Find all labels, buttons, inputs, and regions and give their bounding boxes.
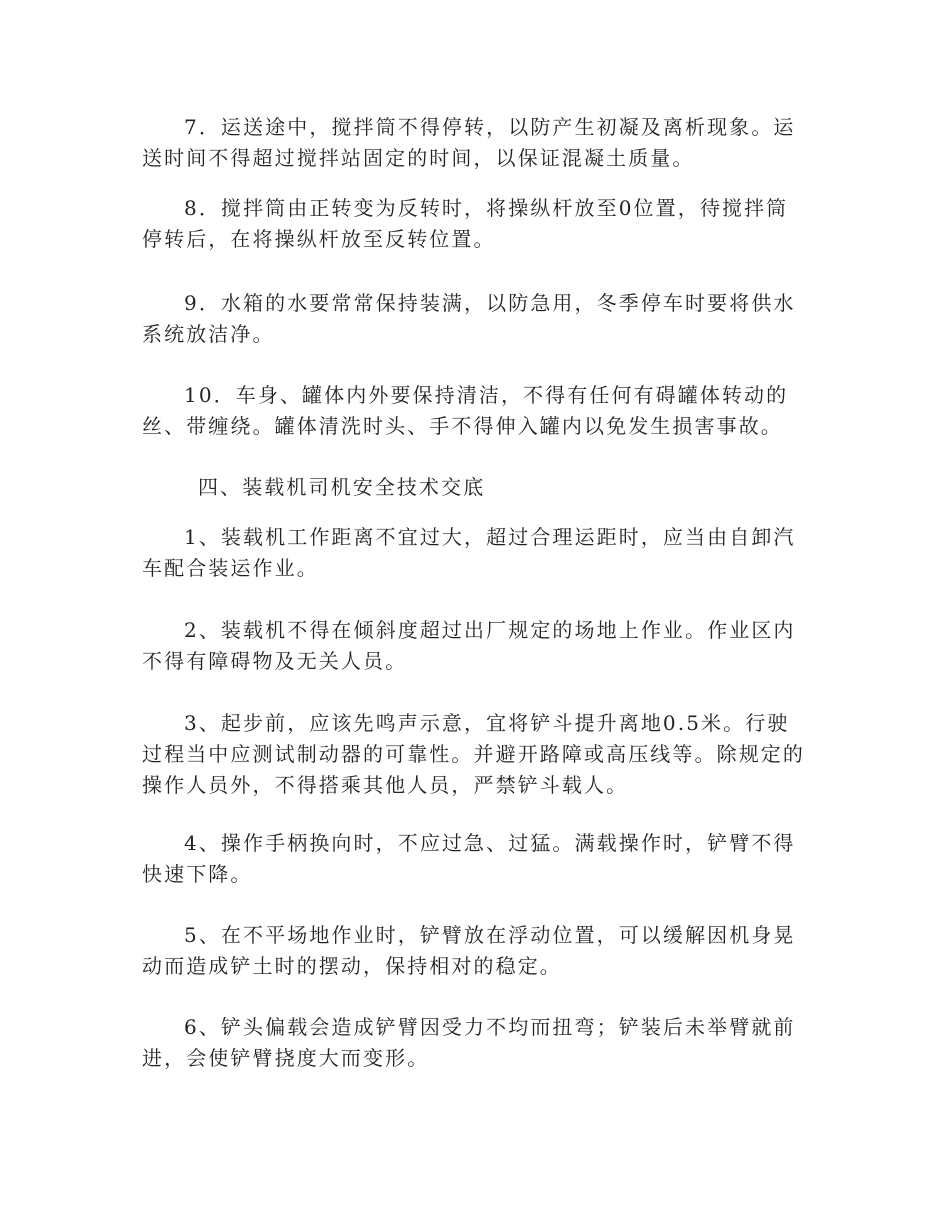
paragraph-9: 9．水箱的水要常常保持装满，以防急用，冬季停车时要将供水系统放洁净。 [142, 291, 796, 346]
paragraph-8: 8．搅拌筒由正转变为反转时，将操纵杆放至0位置，待搅拌筒停转后，在将操纵杆放至反转位置。 [142, 196, 789, 251]
paragraph-5: 5、在不平场地作业时，铲臂放在浮动位置，可以缓解因机身晃动而造成铲土时的摆动，保持相对的稳定。 [142, 923, 796, 978]
paragraph-6: 6、铲头偏载会造成铲臂因受力不均而扭弯；铲装后未举臂就前进，会使铲臂挠度大而变形。 [142, 1015, 796, 1070]
paragraph-1: 1、装载机工作距离不宜过大，超过合理运距时，应当由自卸汽车配合装运作业。 [142, 525, 796, 580]
paragraph-2: 2、装载机不得在倾斜度超过出厂规定的场地上作业。作业区内不得有障碍物及无关人员。 [142, 618, 796, 673]
paragraph-3: 3、起步前，应该先鸣声示意，宜将铲斗提升离地0.5米。行驶过程当中应测试制动器的可靠性。并避开路障或高压线等。除规定的操作人员外，不得搭乘其他人员，严禁铲斗载人。 [142, 711, 805, 797]
paragraph-7: 7．运送途中，搅拌筒不得停转，以防产生初凝及离析现象。运送时间不得超过搅拌站固定的时间，以保证混凝土质量。 [142, 115, 796, 170]
paragraph-4: 4、操作手柄换向时，不应过急、过猛。满载操作时，铲臂不得快速下降。 [142, 831, 796, 886]
paragraph-10: 10．车身、罐体内外要保持清洁，不得有任何有碍罐体转动的丝、带缠绕。罐体清洗时头、手不得伸入罐内以免发生损害事故。 [142, 383, 789, 438]
section-heading: 四、装载机司机安全技术交底 [198, 475, 486, 499]
